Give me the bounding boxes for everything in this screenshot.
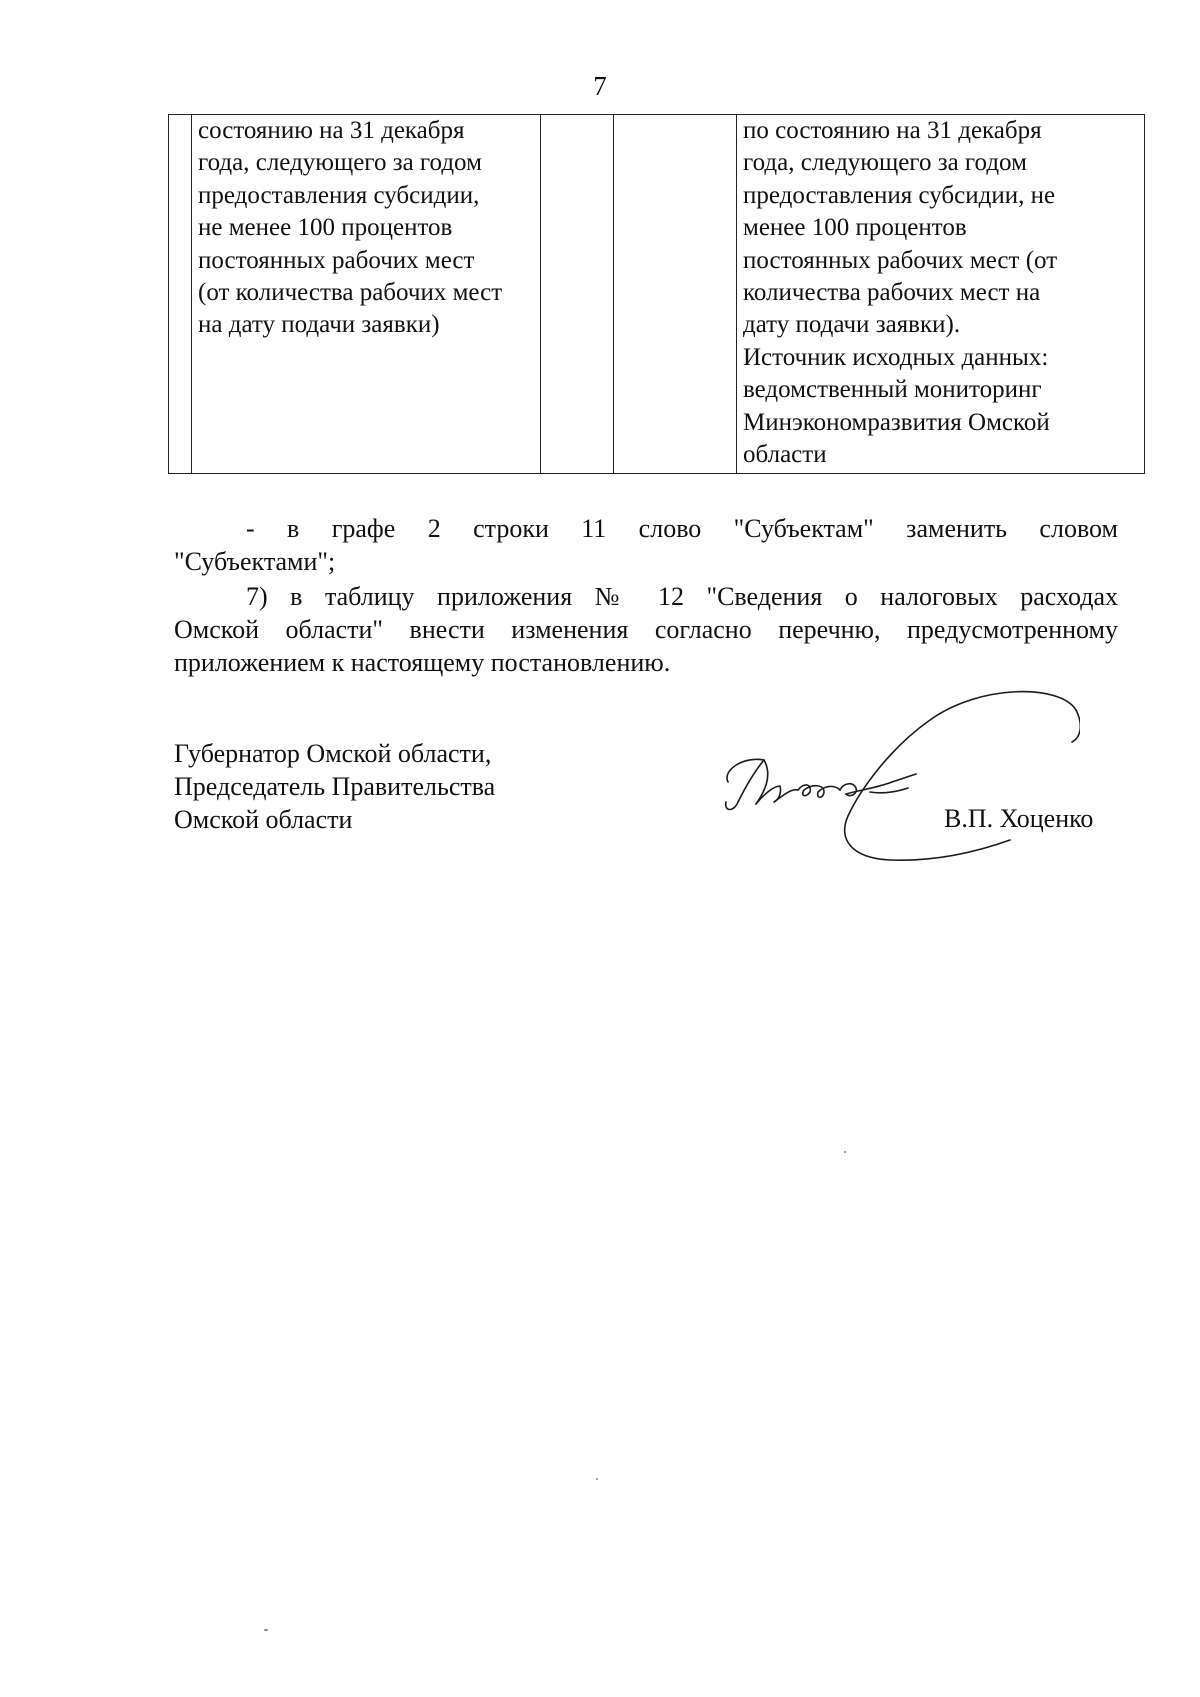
table-cell-method: [737, 115, 1145, 474]
continuation-table: [168, 114, 1145, 474]
table-cell-line: области: [743, 441, 827, 469]
table-cell-line: постоянных рабочих мест (от: [743, 246, 1058, 274]
table-cell-line: ведомственный мониторинг: [743, 376, 1042, 404]
table-cell-line: состоянию на 31 декабря: [198, 117, 465, 144]
scan-speck: [596, 1478, 598, 1480]
paragraph-line: - в графе 2 строки 11 слово "Субъектам" заменить словом: [246, 514, 1118, 543]
table-cell-unit: [541, 115, 614, 474]
signatory-title-line: Губернатор Омской области,: [174, 739, 492, 768]
table-cell-line: не менее 100 процентов: [198, 214, 453, 242]
paragraph-line: Омской области" внести изменения согласно перечню, предусмотренному: [174, 615, 1118, 644]
table-cell-line: постоянных рабочих мест: [198, 246, 475, 274]
table-cell-index: [169, 115, 192, 474]
paragraph-line: 7) в таблицу приложения № 12 "Сведения о налоговых расходах: [246, 582, 1118, 611]
handwritten-signature: [720, 690, 1080, 870]
amendment-paragraph-2: [174, 580, 1118, 679]
table-cell-value: [614, 115, 737, 474]
signatory-title: [174, 737, 495, 836]
table-cell-line: года, следующего за годом: [743, 149, 1027, 177]
table-cell-line: на дату подачи заявки): [198, 311, 440, 339]
table-cell-line: предоставления субсидии, не: [743, 181, 1056, 209]
scan-speck: [264, 1629, 268, 1631]
table-cell-line: (от количества рабочих мест: [198, 279, 503, 307]
table-cell-indicator: [192, 115, 541, 474]
page-number: 7: [593, 71, 607, 101]
table-cell-line: года, следующего за годом: [198, 149, 482, 177]
amendment-paragraph-1: [174, 512, 1118, 578]
table-row: [169, 115, 1145, 474]
table-cell-line: менее 100 процентов: [743, 214, 967, 242]
table-cell-line: предоставления субсидии,: [198, 181, 480, 209]
table-cell-line: по состоянию на 31 декабря: [743, 117, 1042, 144]
table-cell-line: дату подачи заявки).: [743, 311, 961, 339]
table-cell-line: количества рабочих мест на: [743, 279, 1041, 307]
signatory-title-line: Председатель Правительства: [174, 772, 496, 801]
signatory-title-line: Омской области: [174, 805, 353, 834]
table-cell-line: Источник исходных данных:: [743, 343, 1049, 371]
table-cell-line: Минэкономразвития Омской: [743, 408, 1050, 436]
paragraph-line: приложением к настоящему постановлению.: [174, 648, 671, 677]
signatory-name: В.П. Хоценко: [944, 804, 1094, 833]
scan-speck: [844, 1151, 846, 1153]
paragraph-line: "Субъектами";: [174, 547, 336, 576]
